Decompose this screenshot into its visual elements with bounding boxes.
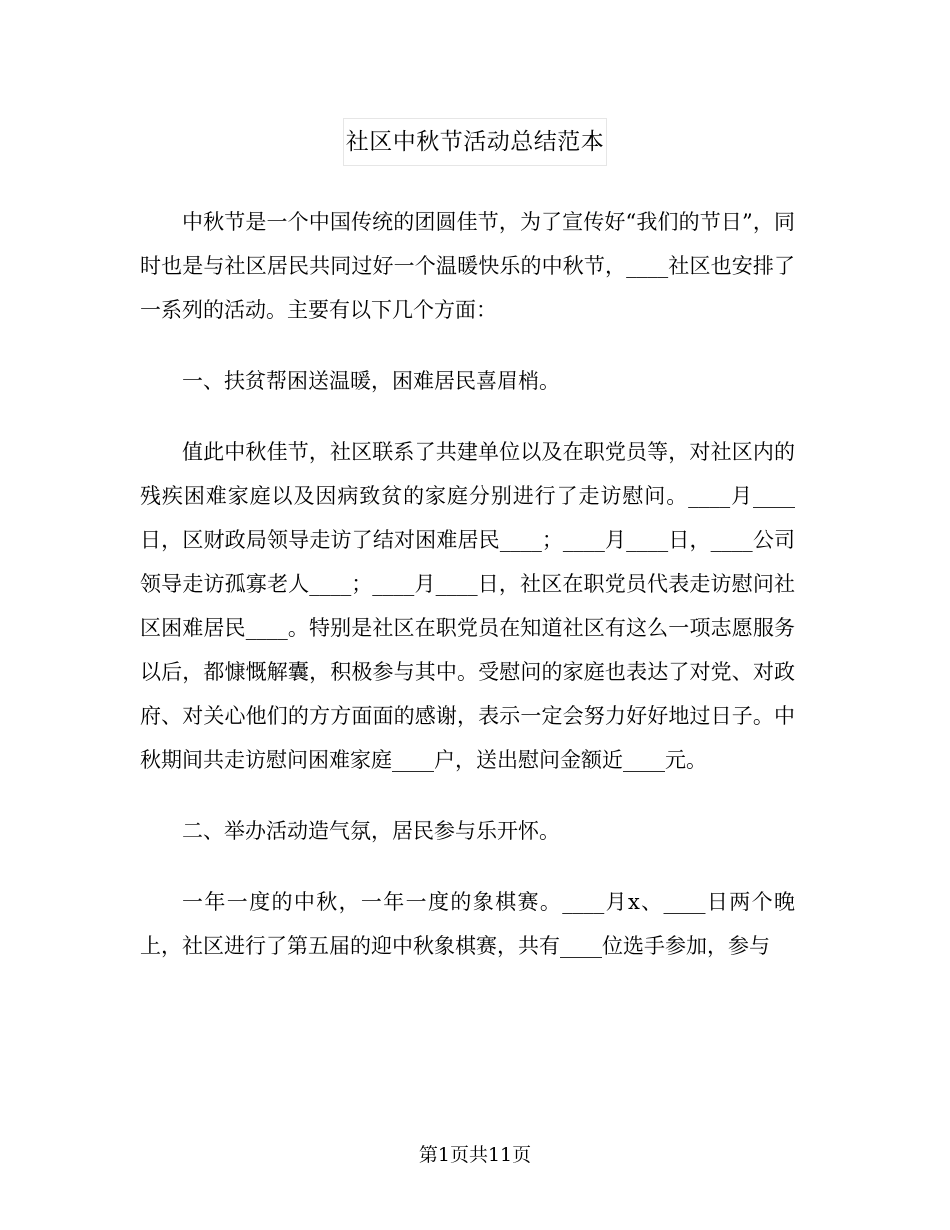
document-title: 社区中秋节活动总结范本: [343, 118, 608, 166]
paragraph-intro: 中秋节是一个中国传统的团圆佳节，为了宣传好“我们的节日”，同时也是与社区居民共同过好一个温暖快乐的中秋节，____社区也安排了一系列的活动。主要有以下几个方面：: [140, 210, 795, 322]
section-heading-2: 二、举办活动造气氛，居民参与乐开怀。: [182, 819, 560, 843]
page-footer: 第1页共11页: [418, 1144, 532, 1166]
paragraph-section-2: 一年一度的中秋，一年一度的象棋赛。____月x、____日两个晚上，社区进行了第五届的迎中秋象棋赛，共有____位选手参加，参与: [140, 890, 795, 958]
paragraph-section-1: 值此中秋佳节，社区联系了共建单位以及在职党员等，对社区内的残疾困难家庭以及因病致贫的家庭分别进行了走访慰问。____月____日，区财政局领导走访了结对困难居民____；____月____日，____公司领导走访孤寡老人____；____月____日，社区在职党员代表走访慰问社区困难居民____。特别是社区在职党员在知道社区有这么一项志愿服务以后，都慷慨解囊，积极参与其中。受慰问的家庭也表达了对党、对政府、对关心他们的方方面面的感谢，表示一定会努力好好地过日子。中秋期间共走访慰问困难家庭____户，送出慰问金额近____元。: [140, 440, 795, 772]
title-wrap: [0, 118, 950, 166]
document-body: [140, 200, 795, 995]
section-heading-1: 一、扶贫帮困送温暖，困难居民喜眉梢。: [182, 369, 560, 393]
